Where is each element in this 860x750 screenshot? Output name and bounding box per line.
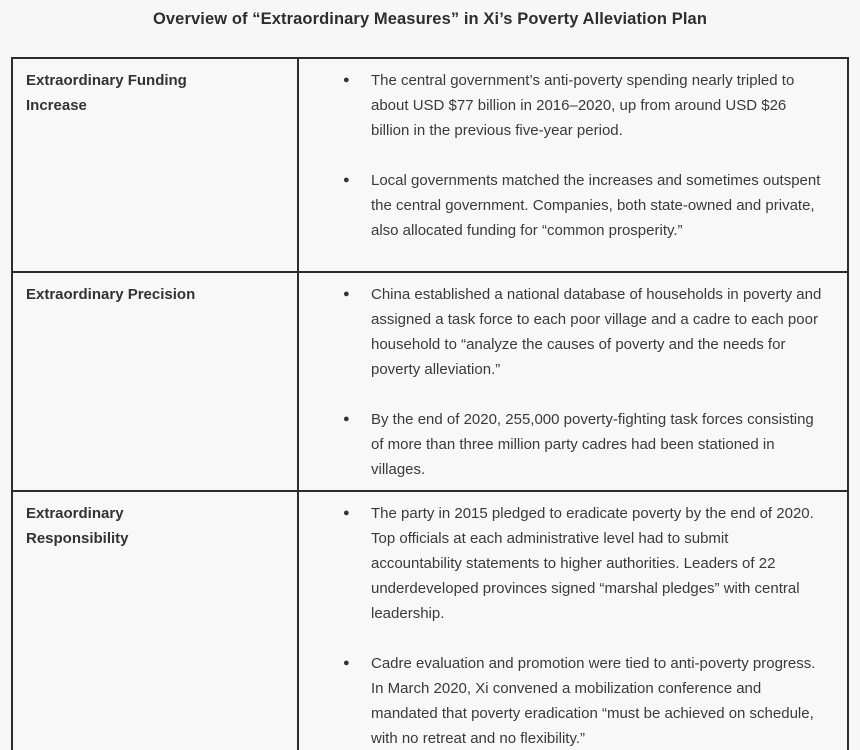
table-row-funding-increase xyxy=(12,58,848,272)
bullet-dot-icon: ● xyxy=(343,507,350,519)
table-row-responsibility xyxy=(12,491,848,750)
row-content-cell xyxy=(298,58,848,272)
bullet-item xyxy=(343,168,823,243)
row-label-precision: Extraordinary Precision xyxy=(26,286,196,303)
bullet-item xyxy=(343,68,823,143)
row-content-cell xyxy=(298,272,848,491)
bullet-item xyxy=(343,501,823,626)
bullet-dot-icon: ● xyxy=(343,288,350,300)
bullet-dot-icon: ● xyxy=(343,74,350,86)
row-label-funding-increase: Extraordinary Funding Increase xyxy=(26,72,187,114)
table-row-precision xyxy=(12,272,848,491)
bullet-dot-icon: ● xyxy=(343,657,350,669)
bullet-item xyxy=(343,651,823,750)
row-header-cell xyxy=(12,272,298,491)
row-content-cell xyxy=(298,491,848,750)
overview-table xyxy=(11,57,849,750)
bullet-text: The party in 2015 pledged to eradicate poverty by the end of 2020. Top officials at each administrative level had to submit accountability statements to higher authorities. Leaders of 22 underdeveloped provinces signed “marshal pledges” with central leadership. xyxy=(371,505,814,622)
bullet-list xyxy=(299,501,823,750)
bullet-list xyxy=(299,68,823,243)
bullet-text: By the end of 2020, 255,000 poverty-fighting task forces consisting of more than three million party cadres had been stationed in villages. xyxy=(371,411,814,478)
bullet-item xyxy=(343,407,823,482)
bullet-text: Cadre evaluation and promotion were tied to anti-poverty progress. In March 2020, Xi convened a mobilization conference and mandated that poverty eradication “must be achieved on schedule, with no retreat and no flexibility.” xyxy=(371,655,816,747)
bullet-text: The central government’s anti-poverty spending nearly tripled to about USD $77 billion in 2016–2020, up from around USD $26 billion in the previous five-year period. xyxy=(371,72,795,139)
bullet-list xyxy=(299,282,823,482)
bullet-dot-icon: ● xyxy=(343,413,350,425)
row-header-cell xyxy=(12,491,298,750)
bullet-item xyxy=(343,282,823,382)
bullet-text: Local governments matched the increases and sometimes outspent the central government. Companies, both state-owned and private, also allocated funding for “common prosperity.” xyxy=(371,172,821,239)
row-label-responsibility: Extraordinary Responsibility xyxy=(26,505,129,547)
bullet-text: China established a national database of households in poverty and assigned a task force to each poor village and a cadre to each poor household to “analyze the causes of poverty and the needs for poverty alleviation.” xyxy=(371,286,822,378)
row-header-cell xyxy=(12,58,298,272)
bullet-dot-icon: ● xyxy=(343,174,350,186)
page-title: Overview of “Extraordinary Measures” in Xi’s Poverty Alleviation Plan xyxy=(152,10,708,28)
